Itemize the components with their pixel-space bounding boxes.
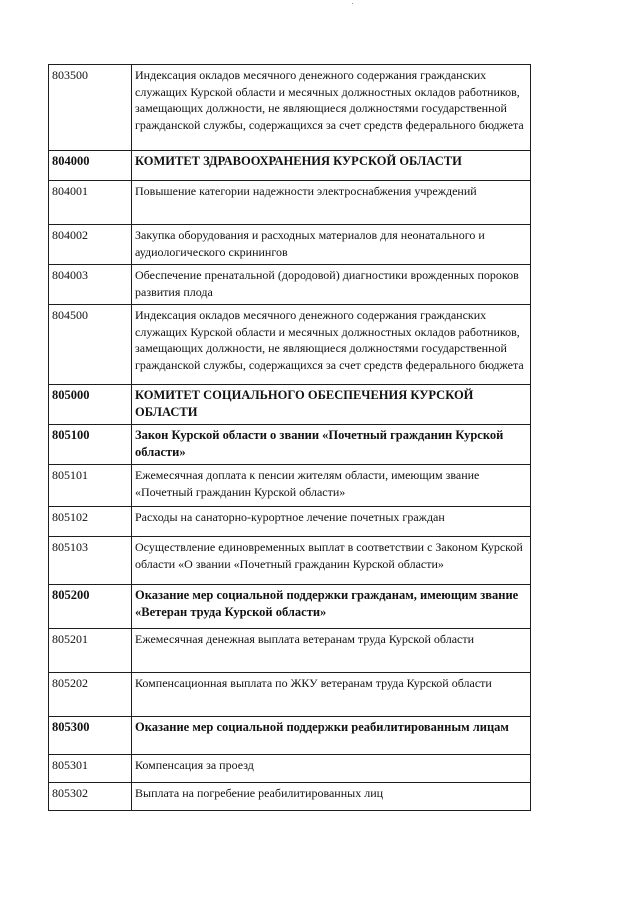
- table-body: [49, 65, 531, 811]
- table-row: [49, 717, 531, 755]
- row-description: Закупка оборудования и расходных материалов для неонатального и аудиологического скринингов: [132, 225, 531, 265]
- row-code: 805302: [49, 783, 132, 811]
- row-description: Осуществление единовременных выплат в соответствии с Законом Курской области «О звании «Почетный гражданин Курской области»: [132, 537, 531, 585]
- row-description: Ежемесячная денежная выплата ветеранам труда Курской области: [132, 629, 531, 673]
- row-code: 805101: [49, 465, 132, 507]
- row-code: 804001: [49, 181, 132, 225]
- table-row: [49, 305, 531, 385]
- budget-codes-table: [48, 64, 531, 811]
- table-row: [49, 507, 531, 537]
- row-code: 805200: [49, 585, 132, 629]
- table-row: [49, 425, 531, 465]
- row-code: 804000: [49, 151, 132, 181]
- row-code: 805000: [49, 385, 132, 425]
- row-description: Индексация окладов месячного денежного содержания гражданских служащих Курской области и месячных должностных окладов работников, замещающих должности, не являющиеся должностями государственной гражданской службы, содержащихся за счет средств федерального бюджета: [132, 305, 531, 385]
- scan-speck: [352, 3, 353, 4]
- table-row: [49, 181, 531, 225]
- row-code: 805300: [49, 717, 132, 755]
- row-description: Оказание мер социальной поддержки реабилитированным лицам: [132, 717, 531, 755]
- row-description: Выплата на погребение реабилитированных лиц: [132, 783, 531, 811]
- table-row: [49, 755, 531, 783]
- row-description: Закон Курской области о звании «Почетный гражданин Курской области»: [132, 425, 531, 465]
- table-row: [49, 225, 531, 265]
- row-code: 804003: [49, 265, 132, 305]
- table-row: [49, 65, 531, 151]
- table-row: [49, 265, 531, 305]
- row-code: 805100: [49, 425, 132, 465]
- row-description: Компенсационная выплата по ЖКУ ветеранам труда Курской области: [132, 673, 531, 717]
- row-code: 805102: [49, 507, 132, 537]
- row-description: Обеспечение пренатальной (дородовой) диагностики врожденных пороков развития плода: [132, 265, 531, 305]
- row-code: 805301: [49, 755, 132, 783]
- row-description: Расходы на санаторно-курортное лечение почетных граждан: [132, 507, 531, 537]
- row-code: 805103: [49, 537, 132, 585]
- row-code: 804500: [49, 305, 132, 385]
- row-description: Ежемесячная доплата к пенсии жителям области, имеющим звание «Почетный гражданин Курской области»: [132, 465, 531, 507]
- row-code: 804002: [49, 225, 132, 265]
- row-description: Компенсация за проезд: [132, 755, 531, 783]
- table-row: [49, 465, 531, 507]
- table-row: [49, 151, 531, 181]
- table-row: [49, 385, 531, 425]
- row-code: 805202: [49, 673, 132, 717]
- row-description: КОМИТЕТ ЗДРАВООХРАНЕНИЯ КУРСКОЙ ОБЛАСТИ: [132, 151, 531, 181]
- table-row: [49, 783, 531, 811]
- table-row: [49, 585, 531, 629]
- table-row: [49, 537, 531, 585]
- row-description: КОМИТЕТ СОЦИАЛЬНОГО ОБЕСПЕЧЕНИЯ КУРСКОЙ ОБЛАСТИ: [132, 385, 531, 425]
- row-code: 805201: [49, 629, 132, 673]
- table-row: [49, 673, 531, 717]
- table-row: [49, 629, 531, 673]
- row-description: Индексация окладов месячного денежного содержания гражданских служащих Курской области и месячных должностных окладов работников, замещающих должности, не являющиеся должностями государственной гражданской службы, содержащихся за счет средств федерального бюджета: [132, 65, 531, 151]
- row-description: Оказание мер социальной поддержки гражданам, имеющим звание «Ветеран труда Курской области»: [132, 585, 531, 629]
- row-code: 803500: [49, 65, 132, 151]
- row-description: Повышение категории надежности электроснабжения учреждений: [132, 181, 531, 225]
